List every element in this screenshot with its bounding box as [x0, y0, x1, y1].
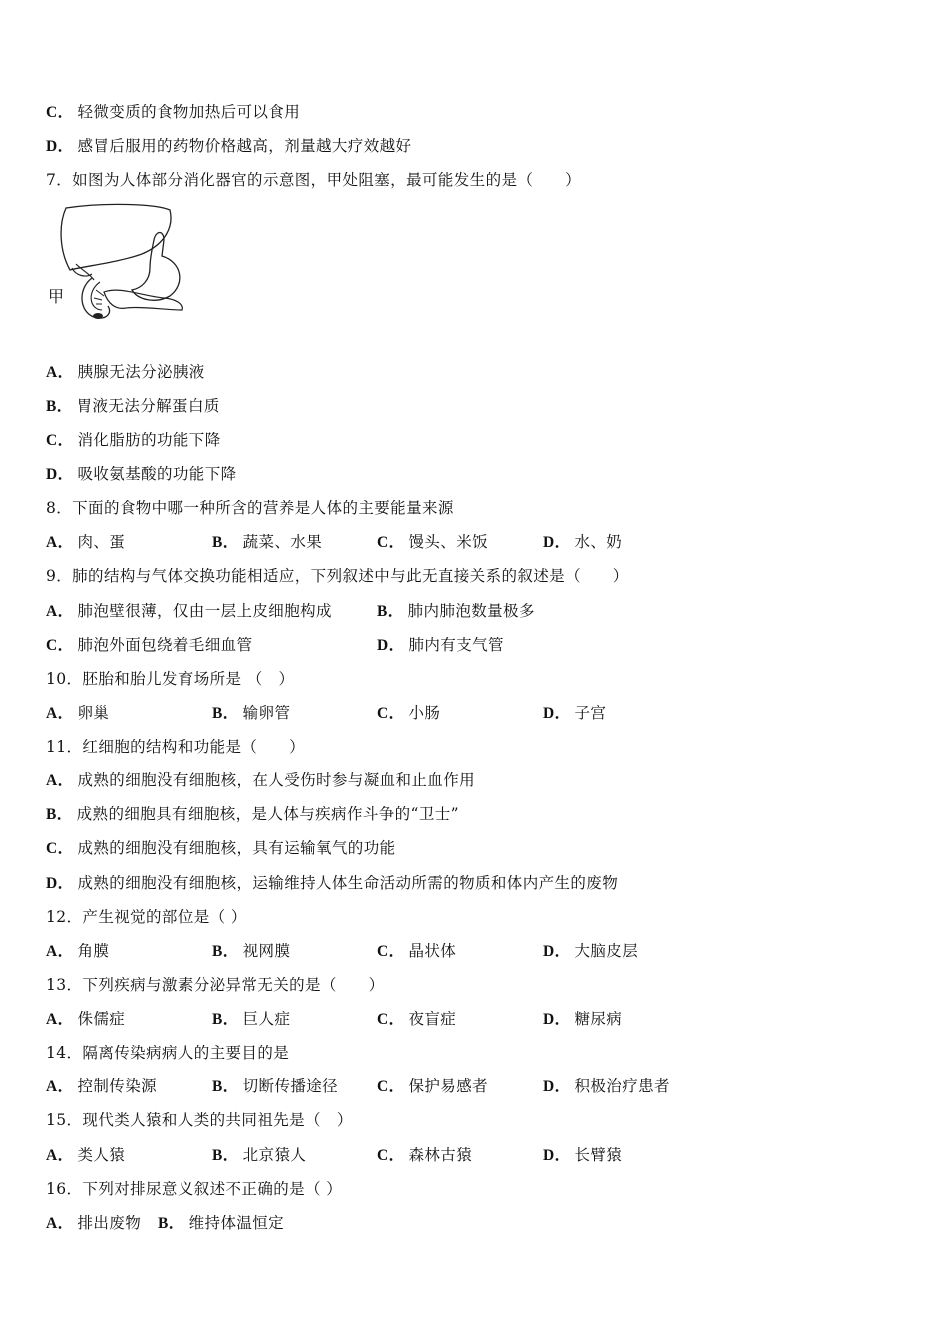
q10-option-a — [46, 703, 109, 724]
option-text: 成熟的细胞没有细胞核，具有运输氧气的功能 — [77, 839, 396, 857]
option-letter: A． — [46, 772, 74, 789]
option-letter: B． — [212, 1078, 239, 1095]
q9-option-a — [46, 601, 332, 622]
figure-label-jia: 甲 — [48, 287, 65, 306]
question-13-stem: 13．下列疾病与激素分泌异常无关的是（ ） — [46, 976, 385, 994]
option-letter: C． — [377, 1078, 405, 1095]
option-text: 类人猿 — [77, 1146, 126, 1164]
option-letter: D． — [46, 466, 74, 483]
option-letter: D． — [543, 534, 571, 551]
q15-option-c — [377, 1145, 472, 1166]
option-text: 肉、蛋 — [77, 533, 126, 551]
digestive-organs-diagram — [46, 200, 196, 332]
q7-option-c — [46, 430, 221, 451]
q16-option-b — [158, 1213, 284, 1234]
option-text: 视网膜 — [242, 942, 291, 960]
option-letter: D． — [543, 943, 571, 960]
option-letter: A． — [46, 943, 74, 960]
option-letter: A． — [46, 364, 74, 381]
option-text: 森林古猿 — [408, 1146, 473, 1164]
option-text: 水、奶 — [574, 533, 623, 551]
option-text: 胃液无法分解蛋白质 — [76, 397, 220, 415]
option-d-q6 — [46, 136, 411, 157]
option-letter: B． — [212, 705, 239, 722]
option-text: 夜盲症 — [408, 1010, 457, 1028]
option-letter: C． — [46, 104, 74, 121]
question-15-stem: 15．现代类人猿和人类的共同祖先是（ ） — [46, 1111, 353, 1129]
option-letter: A． — [46, 1215, 74, 1232]
option-text: 肺泡外面包绕着毛细血管 — [77, 636, 253, 654]
q12-option-a — [46, 941, 109, 962]
q7-option-a — [46, 362, 205, 383]
q12-option-b — [212, 941, 290, 962]
q16-option-a — [46, 1213, 141, 1234]
option-text: 蔬菜、水果 — [242, 533, 323, 551]
question-7-stem: 7．如图为人体部分消化器官的示意图，甲处阻塞，最可能发生的是（ ） — [46, 171, 581, 189]
option-letter: B． — [46, 806, 73, 823]
option-letter: A． — [46, 603, 74, 620]
option-letter: C． — [377, 943, 405, 960]
option-letter: A． — [46, 534, 74, 551]
option-letter: D． — [46, 875, 74, 892]
option-letter: A． — [46, 1147, 74, 1164]
option-letter: B． — [377, 603, 404, 620]
option-text: 成熟的细胞没有细胞核，在人受伤时参与凝血和止血作用 — [77, 771, 476, 789]
option-letter: D． — [543, 705, 571, 722]
question-9-stem: 9．肺的结构与气体交换功能相适应，下列叙述中与此无直接关系的叙述是（ ） — [46, 567, 629, 585]
q10-option-b — [212, 703, 290, 724]
option-text: 巨人症 — [242, 1010, 291, 1028]
option-text: 切断传播途径 — [242, 1077, 339, 1095]
option-text: 吸收氨基酸的功能下降 — [77, 465, 237, 483]
option-letter: B． — [158, 1215, 185, 1232]
q14-option-d — [543, 1076, 670, 1097]
option-letter: D． — [543, 1078, 571, 1095]
option-text: 肺内肺泡数量极多 — [407, 602, 535, 620]
question-16-stem: 16．下列对排尿意义叙述不正确的是（ ） — [46, 1180, 343, 1198]
option-text: 大脑皮层 — [574, 942, 639, 960]
option-text: 成熟的细胞具有细胞核，是人体与疾病作斗争的“卫士” — [76, 805, 459, 823]
option-text: 维持体温恒定 — [188, 1214, 285, 1232]
question-12-stem: 12．产生视觉的部位是（ ） — [46, 908, 247, 926]
q15-option-d — [543, 1145, 622, 1166]
option-text: 侏儒症 — [77, 1010, 126, 1028]
q7-option-b — [46, 396, 220, 417]
option-text: 子宫 — [574, 704, 607, 722]
option-letter: D． — [46, 138, 74, 155]
option-text: 感冒后服用的药物价格越高，剂量越大疗效越好 — [77, 137, 412, 155]
option-letter: C． — [46, 840, 74, 857]
option-letter: B． — [212, 534, 239, 551]
option-text: 长臂猿 — [574, 1146, 623, 1164]
option-letter: B． — [212, 1147, 239, 1164]
digestive-organs-figure — [46, 200, 196, 332]
option-text: 北京猿人 — [242, 1146, 307, 1164]
q9-option-d — [377, 635, 504, 656]
question-10-stem: 10．胚胎和胎儿发育场所是 （ ） — [46, 670, 295, 688]
q9-option-b — [377, 601, 535, 622]
option-text: 积极治疗患者 — [574, 1077, 670, 1095]
option-text: 角膜 — [77, 942, 110, 960]
option-text: 排出废物 — [77, 1214, 142, 1232]
q12-option-d — [543, 941, 638, 962]
q14-option-c — [377, 1076, 488, 1097]
option-text: 糖尿病 — [574, 1010, 623, 1028]
q14-option-b — [212, 1076, 338, 1097]
option-letter: C． — [377, 1147, 405, 1164]
option-text: 胰腺无法分泌胰液 — [77, 363, 205, 381]
q11-option-a — [46, 770, 475, 791]
option-letter: C． — [46, 432, 74, 449]
option-text: 保护易感者 — [408, 1077, 489, 1095]
option-text: 晶状体 — [408, 942, 457, 960]
q11-option-c — [46, 838, 396, 859]
q10-option-d — [543, 703, 606, 724]
option-text: 小肠 — [408, 704, 441, 722]
option-letter: D． — [543, 1147, 571, 1164]
option-letter: C． — [46, 637, 74, 654]
option-c-q6 — [46, 102, 300, 123]
q8-option-b — [212, 532, 322, 553]
option-text: 馒头、米饭 — [408, 533, 489, 551]
q15-option-a — [46, 1145, 125, 1166]
option-letter: C． — [377, 705, 405, 722]
option-letter: B． — [46, 398, 73, 415]
option-text: 肺泡壁很薄，仅由一层上皮细胞构成 — [77, 602, 332, 620]
option-text: 卵巢 — [77, 704, 110, 722]
q15-option-b — [212, 1145, 306, 1166]
option-letter: D． — [543, 1011, 571, 1028]
option-letter: C． — [377, 1011, 405, 1028]
option-letter: B． — [212, 1011, 239, 1028]
q10-option-c — [377, 703, 440, 724]
q13-option-c — [377, 1009, 456, 1030]
option-letter: A． — [46, 705, 74, 722]
question-11-stem: 11．红细胞的结构和功能是（ ） — [46, 738, 306, 756]
option-text: 控制传染源 — [77, 1077, 158, 1095]
q8-option-c — [377, 532, 488, 553]
option-letter: A． — [46, 1011, 74, 1028]
q13-option-a — [46, 1009, 125, 1030]
q8-option-a — [46, 532, 125, 553]
option-text: 成熟的细胞没有细胞核，运输维持人体生命活动所需的物质和体内产生的废物 — [77, 874, 619, 892]
q11-option-b — [46, 804, 459, 825]
question-8-stem: 8．下面的食物中哪一种所含的营养是人体的主要能量来源 — [46, 499, 454, 517]
option-letter: B． — [212, 943, 239, 960]
option-letter: D． — [377, 637, 405, 654]
q13-option-d — [543, 1009, 622, 1030]
q7-option-d — [46, 464, 237, 485]
option-letter: C． — [377, 534, 405, 551]
option-text: 消化脂肪的功能下降 — [77, 431, 221, 449]
option-text: 轻微变质的食物加热后可以食用 — [77, 103, 301, 121]
option-letter: A． — [46, 1078, 74, 1095]
q9-option-c — [46, 635, 252, 656]
question-14-stem: 14．隔离传染病病人的主要目的是 — [46, 1044, 290, 1062]
q8-option-d — [543, 532, 622, 553]
option-text: 肺内有支气管 — [408, 636, 504, 654]
q13-option-b — [212, 1009, 290, 1030]
q14-option-a — [46, 1076, 157, 1097]
q12-option-c — [377, 941, 456, 962]
option-text: 输卵管 — [242, 704, 291, 722]
q11-option-d — [46, 873, 618, 894]
